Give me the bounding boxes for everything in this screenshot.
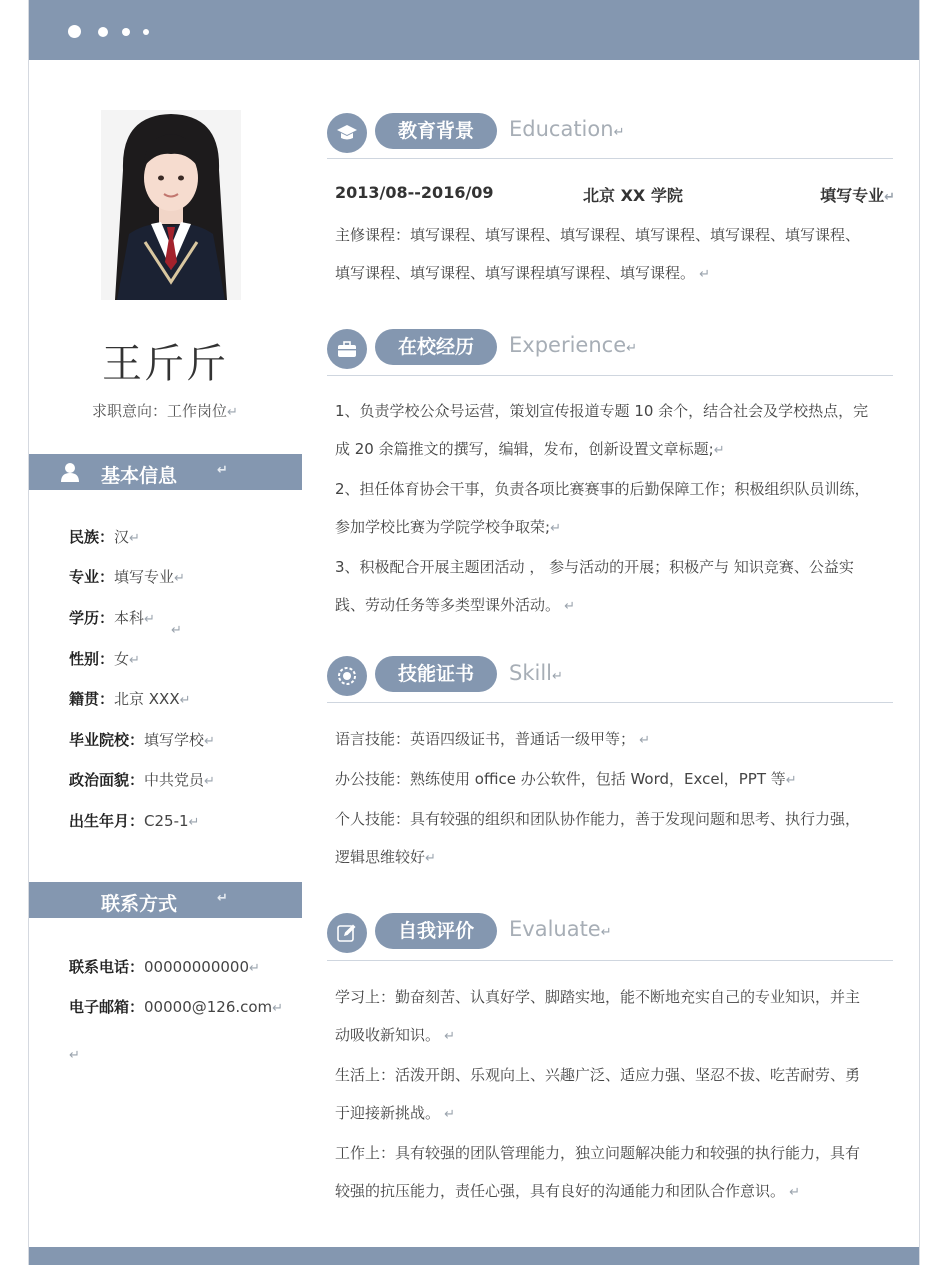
experience-body: [335, 392, 895, 626]
info-item-political: 政治面貌：中共党员↵: [69, 771, 215, 789]
text-line: 填写课程、填写课程、填写课程填写课程、填写课程。 ↵: [335, 264, 711, 282]
contact-phone: 联系电话：00000000000↵: [69, 958, 260, 976]
edit-icon: [327, 913, 367, 953]
info-label: 民族：: [69, 528, 115, 546]
briefcase-icon: [327, 329, 367, 369]
divider: [327, 702, 893, 703]
info-label: 专业：: [69, 568, 115, 586]
job-intent: 求职意向：工作岗位↵: [92, 402, 238, 420]
info-label: 出生年月：: [69, 812, 145, 830]
header-dot: [98, 27, 108, 37]
candidate-name: 王斤斤: [102, 341, 228, 387]
experience-title: 在校经历: [375, 329, 497, 365]
basic-info-title: 基本信息: [101, 465, 178, 487]
text-line: 参加学校比赛为学院学校争取荣;↵: [335, 518, 561, 536]
header-bar: [29, 0, 919, 60]
text-line: 生活上：活泼开朗、乐观向上、兴趣广泛、适应力强、坚忍不拔、吃苦耐劳、勇: [335, 1066, 861, 1084]
text-line: 语言技能：英语四级证书，普通话一级甲等； ↵: [335, 730, 651, 748]
info-value: 汉: [114, 528, 130, 546]
text-line: 办公技能：熟练使用 office 办公软件，包括 Word，Excel，PPT 等↵: [335, 770, 797, 788]
info-label: 政治面貌：: [69, 771, 145, 789]
graduation-cap-icon: [327, 113, 367, 153]
evaluate-body: [335, 978, 895, 1212]
contact-title: 联系方式: [101, 893, 178, 915]
divider: [327, 960, 893, 961]
info-item-major: 专业：填写专业↵: [69, 568, 185, 586]
profile-photo: [101, 110, 241, 300]
contact-email: 电子邮箱：00000@126.com↵: [69, 998, 284, 1016]
education-title: 教育背景: [375, 113, 497, 149]
education-row: [335, 183, 895, 211]
resume-page: 王斤斤 求职意向：工作岗位↵ 基本信息 ↵ 民族：汉↵ 专业：填写专业↵ 学历：本科↵ ↵ 性别：女↵ 籍贯：北京 XXX↵ 毕业院校：填写学校↵ 政治面貌：中共党员↵ 出生年月：C25-1↵ 联系方式 ↵ 联系电话：00000000000↵ 电子邮箱：00000@126.com↵ ↵ 教育背景 Education↵ 2013/08--2016/09 北京 XX 学院 填写专业↵ 主修课程：填写课程、填写课程、填写课程、填写课程、填写课程、填写课程、 填写课程、填写课程、填写课程填写课程、填写课程。 ↵ 在校经历 Experience↵ 1、负责学校公众号运营，策划宣传报道专题 10 余个，结合社会及学校热点，完 成 20 余篇推文的撰写，编辑，发布，创新设置文章标题;↵ 2、担任体育协会干事，负责各项比赛赛事的后勤保障工作；积极组织队员训练， 参加学校比赛为学院学校争取荣;↵ 3、积极配合开展主题团活动 ， 参与活动的开展；积极产与 知识竞赛、公益实 践、劳动任务等多类型课外活动。 ↵ 技能证书 Skill↵ 语言技能：英语四级证书，普通话一级甲等； ↵ 办公技能：熟练使用 office 办公软件，包括 Word，Excel，PPT 等↵ 个人技能：具有较强的组织和团队协作能力，善于发现问题和思考、执行力强， 逻辑思维较好↵ 自我评价 Evaluate↵ 学习上：勤奋刻苦、认真好学、脚踏实地，能不断地充实自己的专业知识，并主 动吸收新知识。 ↵ 生活上：活泼开朗、乐观向上、兴趣广泛、适应力强、坚忍不拔、吃苦耐劳、勇 于迎接新挑战。 ↵ 工作上：具有较强的团队管理能力，独立问题解决能力和较强的执行能力，具有 较强的抗压能力，责任心强，具有良好的沟通能力和团队合作意识。 ↵: [28, 0, 920, 1265]
info-label: 性别：: [69, 650, 115, 668]
info-label: 联系电话：: [69, 958, 145, 976]
info-item-gender: 性别：女↵: [69, 650, 140, 668]
info-value: 00000000000: [144, 958, 249, 976]
evaluate-en-title: Evaluate↵: [509, 917, 612, 941]
info-item-birth: 出生年月：C25-1↵: [69, 812, 200, 830]
info-value: 本科: [114, 609, 145, 627]
info-label: 毕业院校：: [69, 731, 145, 749]
info-value: 填写学校: [144, 731, 205, 749]
info-value: 00000@126.com: [144, 998, 273, 1016]
education-major: 填写专业↵: [820, 186, 895, 205]
info-label: 学历：: [69, 609, 115, 627]
education-date: 2013/08--2016/09: [335, 183, 494, 202]
text-line: 践、劳动任务等多类型课外活动。 ↵: [335, 596, 576, 614]
info-value: C25-1: [144, 812, 189, 830]
evaluate-en-text: Evaluate: [509, 917, 601, 941]
text-line: 较强的抗压能力，责任心强，具有良好的沟通能力和团队合作意识。 ↵: [335, 1182, 801, 1200]
text-line: 于迎接新挑战。 ↵: [335, 1104, 456, 1122]
text-line: 逻辑思维较好↵: [335, 848, 436, 866]
text-line: 主修课程：填写课程、填写课程、填写课程、填写课程、填写课程、填写课程、: [335, 226, 861, 244]
info-item-degree: 学历：本科↵: [69, 609, 155, 627]
skill-title: 技能证书: [375, 656, 497, 692]
skill-body: [335, 720, 895, 878]
contact-header: 联系方式 ↵: [29, 882, 302, 918]
education-en-title: Education↵: [509, 117, 625, 141]
header-dot: [143, 29, 149, 35]
divider: [327, 375, 893, 376]
info-value: 女: [114, 650, 130, 668]
basic-info-header: 基本信息 ↵: [29, 454, 302, 490]
award-icon: [327, 656, 367, 696]
info-value: 北京 XXX: [114, 690, 180, 708]
info-item-ethnicity: 民族：汉↵: [69, 528, 140, 546]
text-line: 成 20 余篇推文的撰写，编辑，发布，创新设置文章标题;↵: [335, 440, 725, 458]
text-line: 学习上：勤奋刻苦、认真好学、脚踏实地，能不断地充实自己的专业知识，并主: [335, 988, 861, 1006]
info-label: 电子邮箱：: [69, 998, 145, 1016]
divider: [327, 158, 893, 159]
info-value: 中共党员: [144, 771, 205, 789]
skill-en-text: Skill: [509, 661, 552, 685]
text-line: 1、负责学校公众号运营，策划宣传报道专题 10 余个，结合社会及学校热点，完: [335, 402, 869, 420]
text-line: 工作上：具有较强的团队管理能力，独立问题解决能力和较强的执行能力，具有: [335, 1144, 861, 1162]
evaluate-title: 自我评价: [375, 913, 497, 949]
text-line: 3、积极配合开展主题团活动 ， 参与活动的开展；积极产与 知识竞赛、公益实: [335, 558, 854, 576]
skill-en-title: Skill↵: [509, 661, 563, 685]
header-dot: [68, 25, 81, 38]
footer-bar: [29, 1247, 919, 1265]
education-en-text: Education: [509, 117, 614, 141]
user-icon: [61, 462, 79, 487]
header-dot: [122, 28, 130, 36]
text-line: 个人技能：具有较强的组织和团队协作能力，善于发现问题和思考、执行力强，: [335, 810, 861, 828]
experience-en-text: Experience: [509, 333, 627, 357]
text-line: 2、担任体育协会干事，负责各项比赛赛事的后勤保障工作；积极组织队员训练，: [335, 480, 870, 498]
experience-en-title: Experience↵: [509, 333, 638, 357]
education-school: 北京 XX 学院: [583, 186, 683, 205]
info-item-school: 毕业院校：填写学校↵: [69, 731, 215, 749]
text-line: 动吸收新知识。 ↵: [335, 1026, 456, 1044]
info-value: 填写专业: [114, 568, 175, 586]
info-label: 籍贯：: [69, 690, 115, 708]
education-courses: [335, 216, 895, 294]
info-item-hometown: 籍贯：北京 XXX↵: [69, 690, 191, 708]
job-intent-text: 求职意向：工作岗位: [92, 402, 228, 420]
